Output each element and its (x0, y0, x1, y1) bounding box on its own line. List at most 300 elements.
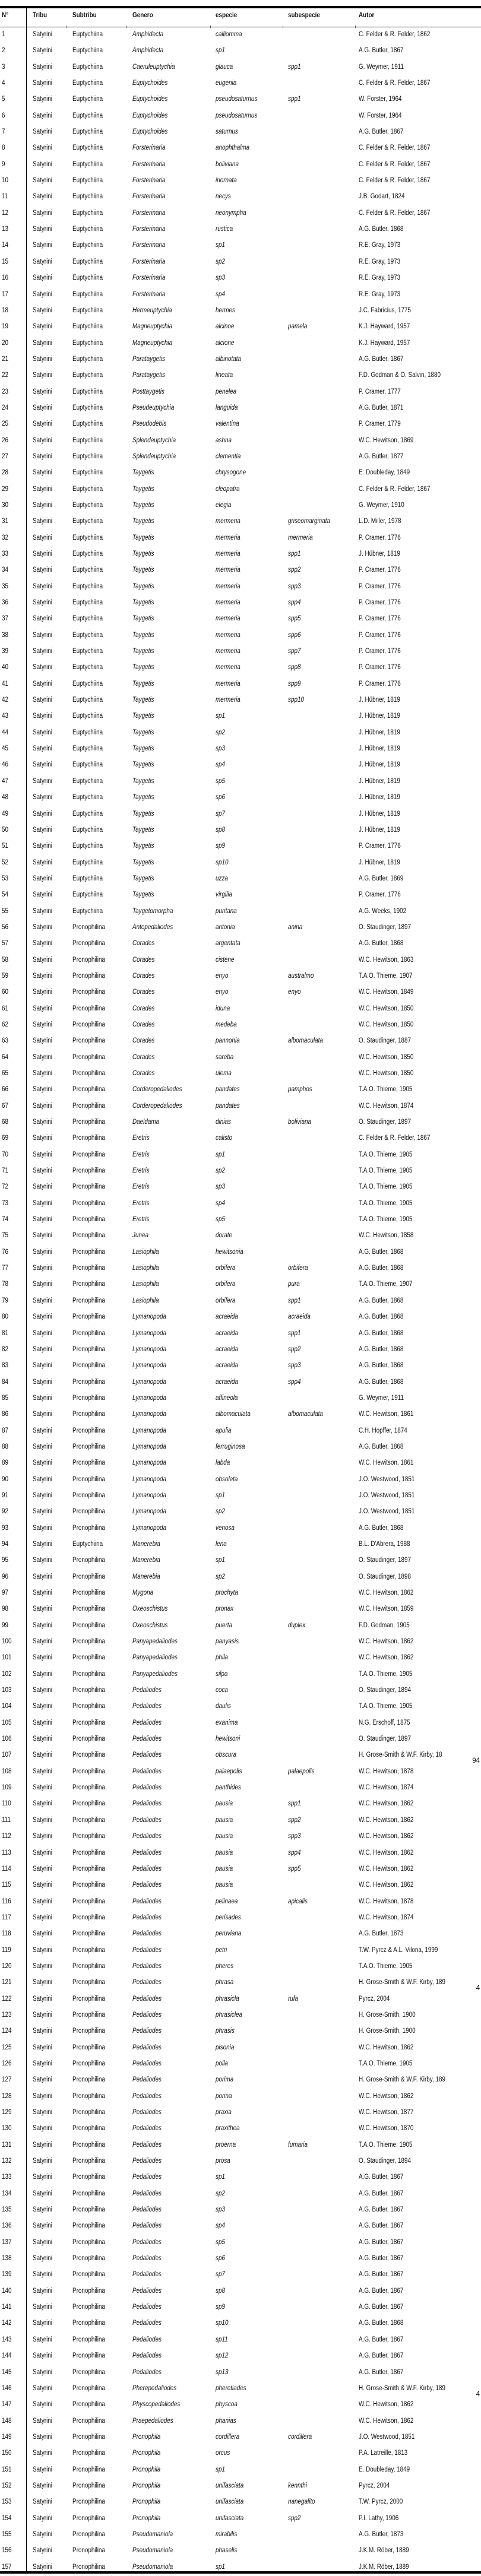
especie-cell: mermeria (216, 648, 240, 655)
autor-cell: A.G. Butler, 1868 (359, 226, 404, 233)
row-number: 110 (2, 1800, 11, 1808)
row-number: 112 (2, 1833, 11, 1840)
subtribu-cell: Pronophilina (72, 1524, 105, 1532)
table-row (0, 790, 481, 806)
tribu-cell: Satyrini (33, 1573, 52, 1580)
genero-cell: Pherepedaliodes (132, 2384, 177, 2392)
genero-cell: Pedaliodes (132, 2303, 162, 2311)
subespecie-cell: spp2 (288, 566, 301, 574)
subtribu-cell: Euptychiina (72, 420, 103, 428)
tribu-cell: Satyrini (33, 907, 52, 915)
especie-cell: pheres (216, 1962, 234, 1970)
tribu-cell: Satyrini (33, 2059, 52, 2067)
genero-cell: Pronophila (132, 2450, 161, 2457)
table-row (0, 319, 481, 335)
subtribu-cell: Euptychiina (72, 128, 103, 136)
row-number: 72 (2, 1183, 9, 1191)
especie-cell: obsoleta (216, 1475, 238, 1483)
tribu-cell: Satyrini (33, 1638, 52, 1646)
row-number: 145 (2, 2368, 12, 2376)
table-row (0, 872, 481, 888)
subtribu-cell: Pronophilina (72, 1070, 105, 1077)
genero-cell: Corderopedaliodes (132, 1086, 182, 1094)
genero-cell: Lymanopoda (132, 1394, 167, 1402)
table-row (0, 352, 481, 368)
genero-cell: Pedaliodes (132, 2222, 162, 2230)
tribu-cell: Satyrini (33, 1962, 52, 1970)
autor-cell: J. Hübner, 1819 (359, 810, 400, 818)
table-row (0, 1959, 481, 1975)
autor-cell: P. Cramer, 1776 (359, 680, 401, 687)
tribu-cell: Satyrini (33, 582, 52, 590)
subtribu-cell: Euptychiina (72, 550, 103, 557)
especie-cell: sp2 (216, 1573, 225, 1580)
tribu-cell: Satyrini (33, 2287, 52, 2295)
subespecie-cell: rufa (288, 1995, 299, 2003)
genero-cell: Taygetis (132, 680, 154, 687)
tribu-cell: Satyrini (33, 1589, 52, 1596)
row-number: 64 (2, 1053, 9, 1061)
autor-cell: A.G. Butler, 1877 (359, 452, 404, 460)
table-row (0, 1472, 481, 1488)
genero-cell: Magneuptychia (132, 323, 173, 331)
row-number: 63 (2, 1037, 9, 1045)
subespecie-cell: spp1 (288, 96, 301, 103)
genero-cell: Taygetomorpha (132, 907, 173, 915)
row-number: 114 (2, 1865, 11, 1872)
autor-cell: A.G. Butler, 1867 (359, 2238, 404, 2246)
genero-cell: Pronophila (132, 2498, 161, 2506)
row-number: 39 (2, 648, 9, 655)
autor-cell: A.G. Butler, 1868 (359, 1378, 404, 1386)
especie-cell: sp10 (216, 2320, 229, 2327)
subtribu-cell: Euptychiina (72, 891, 103, 899)
subtribu-cell: Euptychiina (72, 907, 103, 915)
especie-cell: mermeria (216, 518, 240, 525)
genero-cell: Pedaliodes (132, 2238, 162, 2246)
genero-cell: Lymanopoda (132, 1345, 167, 1353)
subtribu-cell: Euptychiina (72, 96, 103, 103)
row-number: 14 (2, 242, 9, 249)
autor-cell: J. Hübner, 1819 (359, 826, 400, 834)
tribu-cell: Satyrini (33, 1719, 52, 1726)
subespecie-cell: cordillera (288, 2433, 312, 2441)
genero-cell: Pedaliodes (132, 1784, 162, 1792)
subtribu-cell: Euptychiina (72, 355, 103, 363)
autor-cell: R.E. Gray, 1973 (359, 242, 401, 249)
subtribu-cell: Euptychiina (72, 436, 103, 444)
table-row (0, 385, 481, 401)
especie-cell: prochyta (216, 1589, 238, 1596)
genero-cell: Pedaliodes (132, 1897, 162, 1905)
especie-cell: unifasciata (216, 2514, 244, 2522)
row-number: 25 (2, 420, 9, 428)
tribu-cell: Satyrini (33, 1735, 52, 1743)
genero-cell: Forsterinaria (132, 209, 166, 217)
autor-cell: J. Hübner, 1819 (359, 550, 400, 557)
subtribu-cell: Pronophilina (72, 1362, 105, 1370)
tribu-cell: Satyrini (33, 1021, 52, 1028)
subespecie-cell: spp1 (288, 1297, 301, 1304)
tribu-cell: Satyrini (33, 1248, 52, 1256)
row-number: 36 (2, 599, 9, 607)
especie-cell: ashna (216, 436, 232, 444)
genero-cell: Pedaliodes (132, 1816, 162, 1824)
especie-cell: sp1 (216, 1151, 225, 1158)
especie-cell: medeba (216, 1021, 237, 1028)
genero-cell: Pseudomaniola (132, 2547, 173, 2555)
tribu-cell: Satyrini (33, 2125, 52, 2133)
subtribu-cell: Pronophilina (72, 1394, 105, 1402)
subtribu-cell: Pronophilina (72, 2125, 105, 2133)
genero-cell: Taygetis (132, 777, 154, 785)
tribu-cell: Satyrini (33, 858, 52, 866)
row-number: 43 (2, 712, 9, 720)
especie-cell: mermeria (216, 664, 240, 671)
autor-cell: A.G. Butler, 1868 (359, 1524, 404, 1532)
subtribu-cell: Euptychiina (72, 858, 103, 866)
row-number: 47 (2, 777, 9, 785)
table-row (0, 839, 481, 855)
tribu-cell: Satyrini (33, 2238, 52, 2246)
row-number: 135 (2, 2206, 12, 2214)
autor-cell: A.G. Butler, 1868 (359, 1313, 404, 1321)
especie-cell: languida (216, 404, 238, 411)
row-number: 123 (2, 2011, 12, 2019)
autor-cell: T.A.O. Thieme, 1905 (359, 1962, 413, 1970)
autor-cell: W.C. Hewitson, 1862 (359, 1589, 414, 1596)
table-row (0, 2121, 481, 2137)
table-row (0, 1602, 481, 1618)
tribu-cell: Satyrini (33, 290, 52, 298)
table-row (0, 1358, 481, 1374)
table-row (0, 1846, 481, 1862)
especie-cell: calliomma (216, 31, 242, 38)
row-number: 94 (2, 1540, 9, 1548)
table-row (0, 1164, 481, 1180)
subespecie-cell: spp5 (288, 1865, 301, 1872)
subtribu-cell: Euptychiina (72, 599, 103, 607)
genero-cell: Pronophila (132, 2466, 161, 2473)
subtribu-cell: Pronophilina (72, 2157, 105, 2165)
autor-cell: O. Staudinger, 1897 (359, 923, 411, 931)
table-row (0, 1667, 481, 1683)
row-number: 150 (2, 2450, 12, 2457)
genero-cell: Pedaliodes (132, 1767, 162, 1775)
especie-cell: petri (216, 1946, 227, 1954)
tribu-cell: Satyrini (33, 2563, 52, 2571)
subtribu-cell: Pronophilina (72, 1151, 105, 1158)
row-number: 40 (2, 664, 9, 671)
table-row (0, 2040, 481, 2057)
subtribu-cell: Pronophilina (72, 2206, 105, 2214)
subtribu-cell: Euptychiina (72, 712, 103, 720)
subtribu-cell: Pronophilina (72, 2401, 105, 2409)
tribu-cell: Satyrini (33, 1183, 52, 1191)
especie-cell: panyasis (216, 1638, 239, 1646)
table-row (0, 1342, 481, 1358)
table-row (0, 2219, 481, 2235)
autor-cell: R.E. Gray, 1973 (359, 290, 401, 298)
tribu-cell: Satyrini (33, 2043, 52, 2051)
row-number: 50 (2, 826, 9, 834)
especie-cell: acraeida (216, 1313, 238, 1321)
subtribu-cell: Euptychiina (72, 242, 103, 249)
autor-cell: A.G. Butler, 1868 (359, 1345, 404, 1353)
subespecie-cell: pamphos (288, 1086, 312, 1094)
especie-cell: porima (216, 2076, 234, 2084)
table-row (0, 482, 481, 498)
genero-cell: Taygetis (132, 582, 154, 590)
autor-cell: C. Felder & R. Felder, 1867 (359, 209, 431, 217)
row-number: 83 (2, 1362, 9, 1370)
genero-cell: Lymanopoda (132, 1443, 167, 1450)
row-number: 98 (2, 1605, 9, 1613)
especie-cell: pandates (216, 1086, 240, 1094)
autor-cell: A.G. Butler, 1867 (359, 2303, 404, 2311)
tribu-cell: Satyrini (33, 810, 52, 818)
autor-cell: W.C. Hewitson, 1862 (359, 2401, 414, 2409)
tribu-cell: Satyrini (33, 956, 52, 964)
row-number: 91 (2, 1491, 9, 1499)
row-number: 78 (2, 1281, 9, 1288)
row-number: 121 (2, 1979, 12, 1986)
subtribu-cell: Pronophilina (72, 1443, 105, 1450)
tribu-cell: Satyrini (33, 1281, 52, 1288)
tribu-cell: Satyrini (33, 404, 52, 411)
genero-cell: Taygetis (132, 728, 154, 736)
tribu-cell: Satyrini (33, 1524, 52, 1532)
subtribu-cell: Pronophilina (72, 1199, 105, 1207)
row-number: 119 (2, 1946, 11, 1954)
subespecie-cell: albomaculata (288, 1411, 323, 1418)
genero-cell: Lymanopoda (132, 1362, 167, 1370)
subtribu-cell: Euptychiina (72, 160, 103, 168)
table-row (0, 1099, 481, 1115)
subtribu-cell: Pronophilina (72, 1865, 105, 1872)
genero-cell: Posttaygetis (132, 388, 164, 395)
row-number: 154 (2, 2514, 12, 2522)
tribu-cell: Satyrini (33, 274, 52, 282)
genero-cell: Taygetis (132, 794, 154, 801)
table-row (0, 2479, 481, 2495)
especie-cell: sp7 (216, 2271, 225, 2279)
table-row (0, 2105, 481, 2121)
table-row (0, 2397, 481, 2413)
subtribu-cell: Pronophilina (72, 1605, 105, 1613)
subespecie-cell: apicalis (288, 1897, 308, 1905)
autor-cell: C. Felder & R. Felder, 1862 (359, 31, 431, 38)
table-row (0, 1050, 481, 1066)
row-number: 6 (2, 112, 5, 119)
especie-cell: cleopatra (216, 485, 240, 493)
autor-cell: P. Cramer, 1776 (359, 631, 401, 639)
tribu-cell: Satyrini (33, 193, 52, 201)
autor-cell: Pyrcz, 2004 (359, 1995, 390, 2003)
genero-cell: Taygetis (132, 664, 154, 671)
autor-cell: H. Grose-Smith & W.F. Kirby, 18 (359, 1751, 442, 1759)
autor-cell: A.G. Butler, 1867 (359, 2368, 404, 2376)
especie-cell: mermeria (216, 550, 240, 557)
tribu-cell: Satyrini (33, 615, 52, 623)
autor-cell: C.H. Hopffer, 1874 (359, 1427, 407, 1434)
subtribu-cell: Euptychiina (72, 664, 103, 671)
genero-cell: Eretris (132, 1216, 150, 1224)
tribu-cell: Satyrini (33, 1151, 52, 1158)
row-number: 109 (2, 1784, 12, 1792)
genero-cell: Forsterinaria (132, 290, 166, 298)
subtribu-cell: Pronophilina (72, 2027, 105, 2035)
row-number: 142 (2, 2320, 12, 2327)
especie-cell: unifasciata (216, 2482, 244, 2489)
autor-cell: T.A.O. Thieme, 1905 (359, 2141, 413, 2149)
table-row (0, 2073, 481, 2089)
table-row (0, 1716, 481, 1732)
autor-cell: W.C. Hewitson, 1869 (359, 436, 414, 444)
table-row (0, 1504, 481, 1520)
row-number: 147 (2, 2401, 12, 2409)
genero-cell: Taygetis (132, 826, 154, 834)
table-row (0, 465, 481, 481)
row-number: 152 (2, 2482, 12, 2489)
genero-cell: Pedaliodes (132, 2271, 162, 2279)
subtribu-cell: Pronophilina (72, 1021, 105, 1028)
row-number: 8 (2, 144, 5, 152)
autor-cell: P. Cramer, 1776 (359, 566, 401, 574)
row-number: 79 (2, 1297, 9, 1304)
genero-cell: Pedaliodes (132, 2320, 162, 2327)
row-number: 157 (2, 2563, 12, 2571)
table-row (0, 125, 481, 141)
table-row (0, 1115, 481, 1131)
row-number: 115 (2, 1881, 11, 1889)
genero-cell: Taygetis (132, 469, 154, 477)
especie-cell: clementia (216, 452, 241, 460)
genero-cell: Oxeoschistus (132, 1621, 168, 1629)
subtribu-cell: Euptychiina (72, 339, 103, 347)
table-row (0, 2008, 481, 2024)
genero-cell: Panyapedaliodes (132, 1670, 178, 1678)
table-row (0, 1002, 481, 1018)
tribu-cell: Satyrini (33, 323, 52, 331)
subtribu-cell: Pronophilina (72, 2563, 105, 2571)
genero-cell: Pedaliodes (132, 2368, 162, 2376)
table-row (0, 1650, 481, 1666)
table-row (0, 807, 481, 823)
especie-cell: antonia (216, 923, 235, 931)
especie-cell: sp3 (216, 274, 225, 282)
tribu-cell: Satyrini (33, 1849, 52, 1856)
table-row (0, 498, 481, 514)
tribu-cell: Satyrini (33, 1833, 52, 1840)
especie-cell: glauca (216, 63, 233, 71)
subtribu-cell: Pronophilina (72, 1638, 105, 1646)
subtribu-cell: Pronophilina (72, 1621, 105, 1629)
table-row (0, 255, 481, 271)
autor-cell: W.C. Hewitson, 1874 (359, 1913, 414, 1921)
tribu-cell: Satyrini (33, 209, 52, 217)
subespecie-cell: spp10 (288, 696, 304, 704)
row-number: 60 (2, 988, 9, 996)
especie-cell: sp12 (216, 2352, 229, 2360)
especie-cell: phrasicla (216, 1995, 239, 2003)
row-number: 143 (2, 2336, 12, 2343)
subtribu-cell: Pronophilina (72, 1703, 105, 1710)
genero-cell: Taygetis (132, 631, 154, 639)
subtribu-cell: Pronophilina (72, 1248, 105, 1256)
especie-cell: sp3 (216, 745, 225, 753)
autor-cell: G. Weymer, 1911 (359, 1394, 404, 1402)
row-number: 42 (2, 696, 9, 704)
tribu-cell: Satyrini (33, 1670, 52, 1678)
tribu-cell: Satyrini (33, 1995, 52, 2003)
table-row (0, 1927, 481, 1943)
especie-cell: daulis (216, 1703, 231, 1710)
row-number: 116 (2, 1897, 11, 1905)
autor-cell: A.G. Butler, 1871 (359, 404, 404, 411)
autor-cell: W.C. Hewitson, 1877 (359, 2109, 414, 2116)
genero-cell: Pedaliodes (132, 1865, 162, 1872)
table-row (0, 936, 481, 952)
subespecie-cell: spp1 (288, 63, 301, 71)
autor-cell: W.C. Hewitson, 1862 (359, 1800, 414, 1808)
subtribu-cell: Pronophilina (72, 988, 105, 996)
table-row (0, 1148, 481, 1164)
subtribu-cell: Euptychiina (72, 306, 103, 314)
subtribu-cell: Pronophilina (72, 2255, 105, 2263)
especie-cell: sp2 (216, 728, 225, 736)
table-row (0, 303, 481, 319)
genero-cell: Manerebia (132, 1557, 160, 1564)
subespecie-cell: spp4 (288, 1849, 301, 1856)
subtribu-cell: Pronophilina (72, 1232, 105, 1240)
genero-cell: Euptychoides (132, 128, 168, 136)
row-number: 95 (2, 1557, 9, 1564)
table-row (0, 1553, 481, 1569)
row-number: 151 (2, 2466, 12, 2473)
tribu-cell: Satyrini (33, 972, 52, 980)
tribu-cell: Satyrini (33, 1102, 52, 1110)
especie-cell: calisto (216, 1135, 233, 1142)
subtribu-cell: Euptychiina (72, 518, 103, 525)
tribu-cell: Satyrini (33, 355, 52, 363)
subtribu-cell: Euptychiina (72, 404, 103, 411)
subtribu-cell: Pronophilina (72, 1475, 105, 1483)
row-number: 125 (2, 2043, 12, 2051)
subtribu-cell: Pronophilina (72, 1378, 105, 1386)
autor-cell: J. Hübner, 1819 (359, 745, 400, 753)
tribu-cell: Satyrini (33, 128, 52, 136)
especie-cell: valentina (216, 420, 239, 428)
autor-cell: J.K.M. Röber, 1889 (359, 2547, 409, 2555)
especie-cell: sp2 (216, 1508, 225, 1516)
row-number: 124 (2, 2027, 12, 2035)
genero-cell: Pedaliodes (132, 2109, 162, 2116)
subespecie-cell: spp3 (288, 1833, 301, 1840)
table-row (0, 157, 481, 173)
subtribu-cell: Pronophilina (72, 940, 105, 948)
subtribu-cell: Pronophilina (72, 2303, 105, 2311)
genero-cell: Eretris (132, 1135, 150, 1142)
table-row (0, 92, 481, 108)
row-number: 75 (2, 1232, 9, 1240)
especie-cell: puritana (216, 907, 237, 915)
especie-cell: sp1 (216, 47, 225, 55)
especie-cell: pelinaea (216, 1897, 238, 1905)
subespecie-cell: nanegalito (288, 2498, 315, 2506)
subtribu-cell: Euptychiina (72, 469, 103, 477)
subespecie-cell: spp6 (288, 631, 301, 639)
